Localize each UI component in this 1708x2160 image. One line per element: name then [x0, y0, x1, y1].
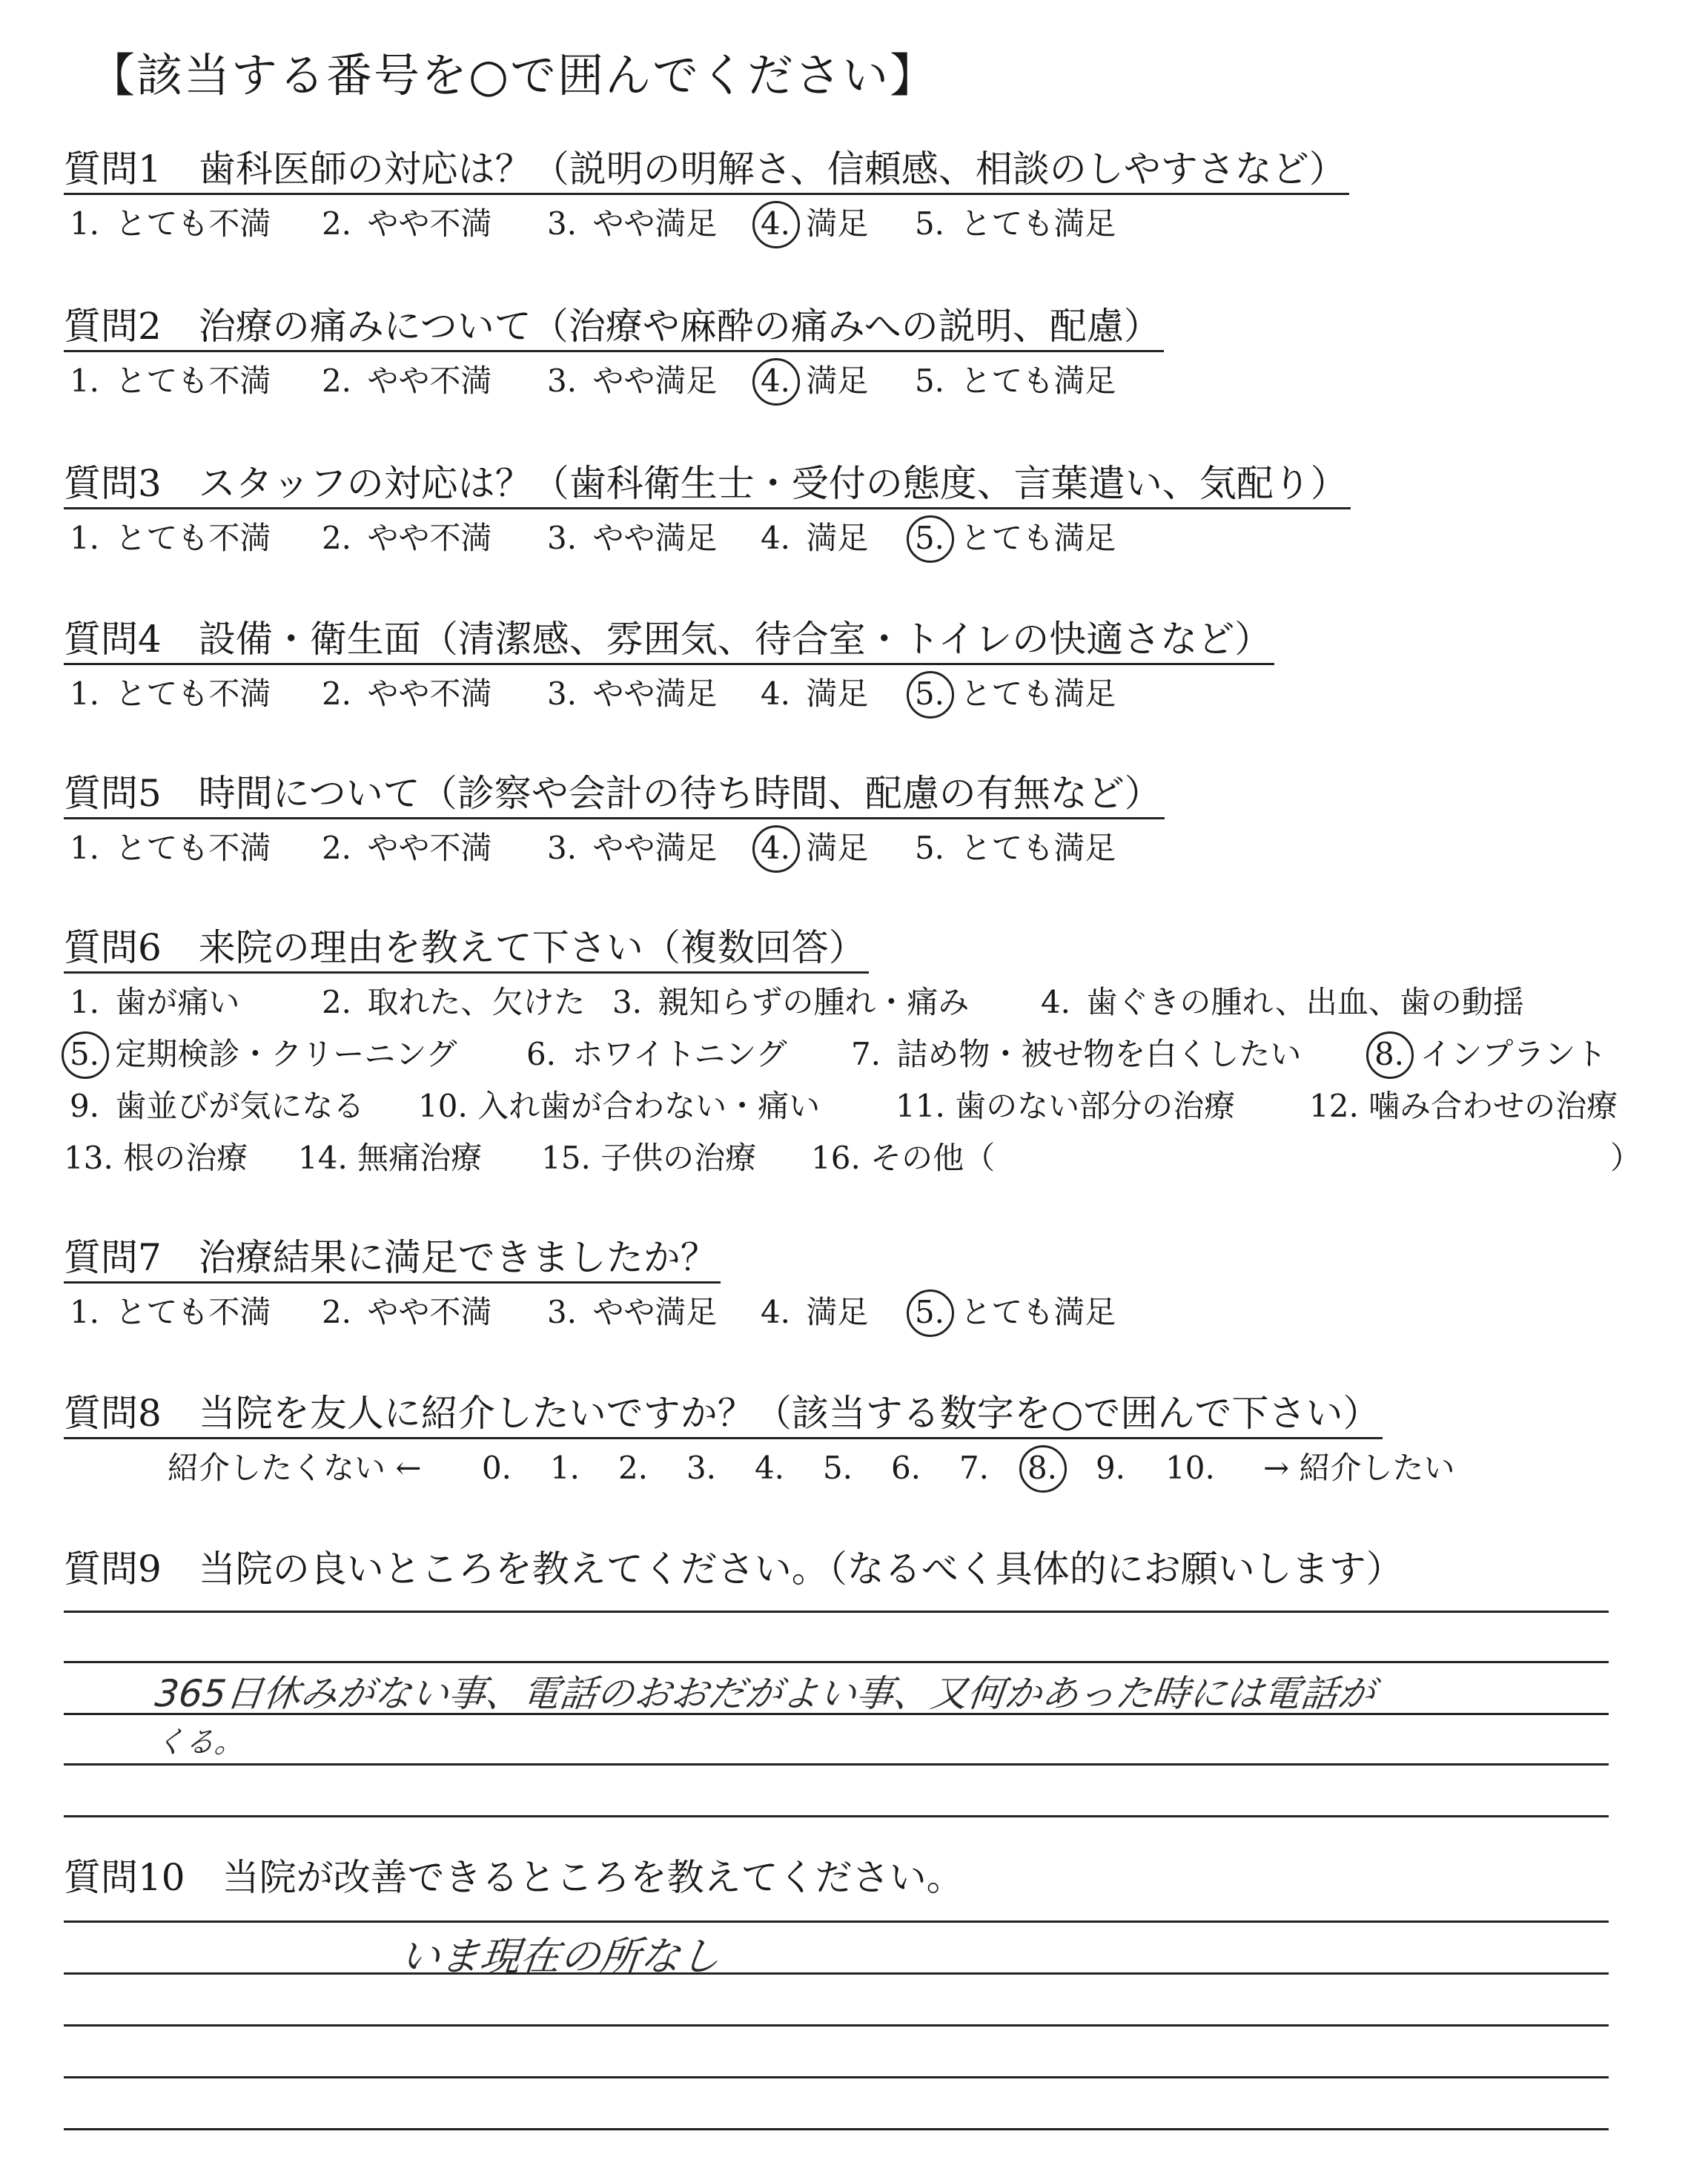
q1-option-2[interactable]: 2. やや不満 — [321, 205, 492, 242]
q6-row-1 — [64, 980, 1695, 1025]
q6-option-1[interactable]: 1. 歯が痛い — [69, 984, 240, 1020]
q6-option-14[interactable]: 14. 無痛治療 — [298, 1140, 483, 1176]
question-7-heading: 質問7 治療結果に満足できましたか？ — [64, 1234, 721, 1284]
q7-option-3[interactable]: 3. やや満足 — [546, 1294, 718, 1330]
question-3-options — [64, 516, 1695, 561]
q10-answer-line-1 — [64, 1920, 1609, 1923]
q9-handwritten-answer-2: くる。 — [153, 1725, 247, 1760]
q6-row-3 — [64, 1084, 1695, 1129]
q8-scale-1[interactable]: 1. — [549, 1450, 580, 1486]
q5-option-2[interactable]: 2. やや不満 — [321, 830, 492, 866]
q6-option-3[interactable]: 3. 親知らずの腫れ・痛み — [612, 984, 970, 1020]
q3-option-4[interactable]: 4. 満足 — [760, 520, 869, 556]
q2-option-3[interactable]: 3. やや満足 — [546, 363, 718, 399]
q2-option-1[interactable]: 1. とても不満 — [69, 363, 271, 399]
q5-option-1[interactable]: 1. とても不満 — [69, 830, 271, 866]
q6-option-10[interactable]: 10. 入れ歯が合わない・痛い — [418, 1088, 821, 1124]
q6-option-13[interactable]: 13. 根の治療 — [64, 1140, 248, 1176]
q9-answer-line-1 — [64, 1611, 1609, 1613]
question-3-heading: 質問3 スタッフの対応は？（歯科衛生士・受付の態度、言葉遣い、気配り） — [64, 460, 1351, 509]
q7-option-2[interactable]: 2. やや不満 — [321, 1294, 492, 1330]
q4-option-5[interactable]: 5. とても満足 — [909, 672, 1116, 716]
q6-option-12[interactable]: 12. 噛み合わせの治療 — [1309, 1088, 1618, 1124]
q8-scale-9[interactable]: 9. — [1095, 1450, 1126, 1486]
q8-scale-10[interactable]: 10. — [1165, 1450, 1215, 1486]
q7-option-4[interactable]: 4. 満足 — [760, 1294, 869, 1330]
q6-option-7[interactable]: 7. 詰め物・被せ物を白くしたい — [850, 1036, 1302, 1072]
question-2-options — [64, 359, 1695, 403]
q2-option-5[interactable]: 5. とても満足 — [914, 363, 1116, 399]
q6-option-5[interactable]: 5. 定期検診・クリーニング — [64, 1032, 457, 1077]
question-8-heading: 質問8 当院を友人に紹介したいですか？（該当する数字を○で囲んで下さい） — [64, 1390, 1383, 1439]
q4-option-3[interactable]: 3. やや満足 — [546, 676, 718, 712]
question-2-heading: 質問2 治療の痛みについて（治療や麻酔の痛みへの説明、配慮） — [64, 303, 1164, 352]
question-7-options — [64, 1290, 1695, 1335]
q9-answer-line-2 — [64, 1661, 1609, 1663]
q10-answer-line-2 — [64, 1972, 1609, 1975]
q6-option-11[interactable]: 11. 歯のない部分の治療 — [896, 1088, 1236, 1124]
q8-scale-7[interactable]: 7. — [959, 1450, 990, 1486]
q6-row-2 — [64, 1032, 1695, 1077]
q8-scale-6[interactable]: 6. — [890, 1450, 921, 1486]
q3-option-2[interactable]: 2. やや不満 — [321, 520, 492, 556]
q4-option-4[interactable]: 4. 満足 — [760, 676, 869, 712]
q5-option-3[interactable]: 3. やや満足 — [546, 830, 718, 866]
page-title: 【該当する番号を○で囲んでください】 — [89, 48, 938, 102]
q10-answer-line-5 — [64, 2128, 1609, 2130]
q4-option-2[interactable]: 2. やや不満 — [321, 676, 492, 712]
q6-option-16[interactable]: 16. その他（ — [811, 1140, 996, 1176]
q1-option-4[interactable]: 4. 満足 — [755, 202, 868, 246]
q8-right-label: → 紹介したい — [1263, 1450, 1455, 1486]
q10-answer-line-4 — [64, 2076, 1609, 2078]
question-4-heading: 質問4 設備・衛生面（清潔感、雰囲気、待合室・トイレの快適さなど） — [64, 615, 1274, 665]
q1-option-5[interactable]: 5. とても満足 — [914, 205, 1116, 242]
q10-handwritten-answer: いま現在の所なし — [397, 1933, 723, 1980]
question-6-heading: 質問6 来院の理由を教えて下さい（複数回答） — [64, 924, 869, 974]
q8-scale-3[interactable]: 3. — [686, 1450, 717, 1486]
question-5-options — [64, 826, 1695, 871]
q1-option-1[interactable]: 1. とても不満 — [69, 205, 271, 242]
q5-option-5[interactable]: 5. とても満足 — [914, 830, 1116, 866]
q2-option-2[interactable]: 2. やや不満 — [321, 363, 492, 399]
question-1-options — [64, 202, 1695, 246]
q9-answer-line-5 — [64, 1815, 1609, 1817]
q3-option-3[interactable]: 3. やや満足 — [546, 520, 718, 556]
q8-scale-4[interactable]: 4. — [754, 1450, 785, 1486]
q8-left-label: 紹介したくない ← — [168, 1450, 422, 1486]
q8-scale-row — [64, 1446, 1695, 1490]
question-10-heading: 質問10 当院が改善できるところを教えてください。 — [64, 1856, 964, 1899]
question-1-heading: 質問1 歯科医師の対応は？（説明の明解さ、信頼感、相談のしやすさなど） — [64, 145, 1349, 195]
question-4-options — [64, 672, 1695, 716]
q7-option-1[interactable]: 1. とても不満 — [69, 1294, 271, 1330]
q8-scale-8[interactable]: 8. — [1022, 1446, 1063, 1490]
q6-option-6[interactable]: 6. ホワイトニング — [526, 1036, 787, 1072]
question-9-heading: 質問9 当院の良いところを教えてください。（なるべく具体的にお願いします） — [64, 1548, 1403, 1591]
q8-scale-2[interactable]: 2. — [618, 1450, 649, 1486]
q10-answer-line-3 — [64, 2024, 1609, 2027]
q5-option-4[interactable]: 4. 満足 — [755, 826, 868, 871]
q6-option-8[interactable]: 8. インプラント — [1368, 1032, 1606, 1077]
q6-option-4[interactable]: 4. 歯ぐきの腫れ、出血、歯の動揺 — [1040, 984, 1524, 1020]
q6-row-4 — [64, 1136, 1695, 1180]
q1-option-3[interactable]: 3. やや満足 — [546, 205, 718, 242]
q7-option-5[interactable]: 5. とても満足 — [909, 1290, 1116, 1335]
q6-option-9[interactable]: 9. 歯並びが気になる — [69, 1088, 365, 1124]
q9-handwritten-answer-1: 365日休みがない事、電話のおおだがよい事、又何かあった時には電話が — [153, 1672, 1377, 1715]
q9-answer-line-4 — [64, 1763, 1609, 1766]
q6-option-2[interactable]: 2. 取れた、欠けた — [321, 984, 586, 1020]
q2-option-4[interactable]: 4. 満足 — [755, 359, 868, 403]
q8-scale-5[interactable]: 5. — [822, 1450, 853, 1486]
q6-other-close-paren: ） — [1610, 1140, 1642, 1176]
q8-scale-0[interactable]: 0. — [481, 1450, 512, 1486]
q3-option-1[interactable]: 1. とても不満 — [69, 520, 271, 556]
q4-option-1[interactable]: 1. とても不満 — [69, 676, 271, 712]
q6-option-15[interactable]: 15. 子供の治療 — [541, 1140, 757, 1176]
q3-option-5[interactable]: 5. とても満足 — [909, 516, 1116, 561]
question-5-heading: 質問5 時間について（診察や会計の待ち時間、配慮の有無など） — [64, 770, 1165, 819]
